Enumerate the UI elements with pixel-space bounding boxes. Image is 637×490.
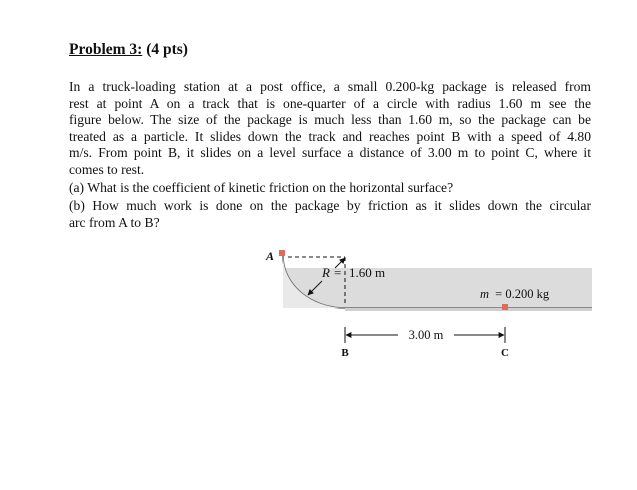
level-surface-edge	[345, 308, 592, 311]
label-c: C	[501, 347, 509, 359]
package-at-c	[502, 304, 508, 310]
statement-line: In a truck-loading station at a post office, a small 0.200-kg package is released from	[69, 79, 591, 94]
statement-line: treated as a particle. It slides down the track and reaches point B with a speed of 4.80	[69, 128, 591, 144]
mass-value: = 0.200 kg	[495, 287, 550, 301]
problem-title: Problem 3:	[69, 41, 143, 58]
mass-label	[480, 287, 550, 301]
question-a-text: (a) What is the coefficient of kinetic friction on the horizontal surface?	[69, 180, 454, 195]
mass-symbol: m	[480, 287, 490, 301]
label-a: A	[266, 249, 275, 263]
distance-value: 3.00 m	[408, 328, 444, 342]
package-at-a	[279, 250, 285, 256]
statement-line: figure below. The size of the package is much less than 1.60 m, so the package can be	[69, 112, 591, 128]
statement-line: comes to rest.	[69, 161, 145, 177]
question-b-line: arc from A to B?	[69, 214, 160, 230]
statement-line: m/s. From point B, it slides on a level surface a distance of 3.00 m to point C, where it	[69, 145, 591, 161]
question-b-line: (b) How much work is done on the package by friction as it slides down the circular	[69, 198, 591, 213]
statement-line: rest at point A on a track that is one-quarter of a circle with radius 1.60 m see the	[69, 95, 591, 111]
label-b: B	[341, 347, 349, 359]
label-r: R	[322, 265, 330, 280]
problem-points: (4 pts)	[146, 41, 188, 58]
label-eq: =	[334, 265, 342, 280]
radius-value: 1.60 m	[349, 265, 386, 280]
